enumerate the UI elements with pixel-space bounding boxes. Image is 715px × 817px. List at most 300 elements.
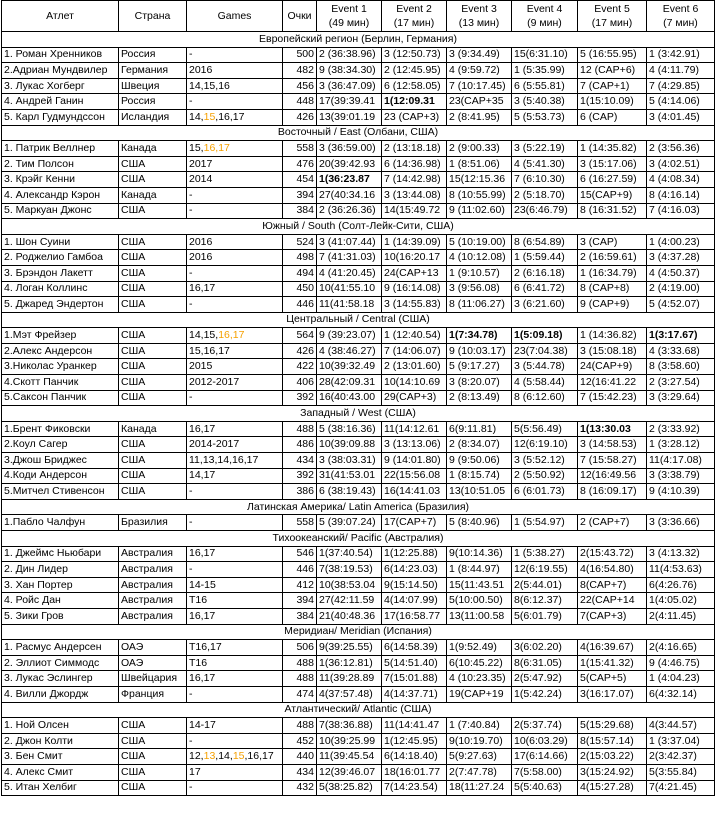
- athlete-games: 2016: [187, 63, 283, 79]
- event-5-result: 8(15:57.14): [578, 733, 647, 749]
- event-1-result: 7 (41:31.03): [317, 250, 382, 266]
- athlete-name: 2. Роджелио Гамбоа: [2, 250, 119, 266]
- event-2-result: 3 (12:50.73): [382, 47, 447, 63]
- event-4-result: 3 (5:44.78): [512, 359, 578, 375]
- athlete-name: 3. Хан Портер: [2, 577, 119, 593]
- table-body: [2, 32, 715, 796]
- event-4-result: 3 (5:52.12): [512, 453, 578, 469]
- event-6-result: 4 (4:50.37): [647, 265, 715, 281]
- event-6-result: 4(3:44.57): [647, 718, 715, 734]
- event-5-result: 2(15:03.22): [578, 749, 647, 765]
- column-header-country: Страна: [119, 1, 187, 32]
- athlete-games: 2016: [187, 234, 283, 250]
- athlete-row: [2, 686, 715, 702]
- event-5-result: 4(16:39.67): [578, 640, 647, 656]
- event-5-result: 8 (CAP+8): [578, 281, 647, 297]
- athlete-points: 432: [283, 780, 317, 796]
- games-part: 14,: [189, 110, 204, 123]
- event-2-result: 3 (14:55.83): [382, 297, 447, 313]
- athlete-points: 456: [283, 78, 317, 94]
- event-5-result: 5(CAP+5): [578, 671, 647, 687]
- athlete-row: [2, 546, 715, 562]
- athlete-country: Швеция: [119, 78, 187, 94]
- event-1-result: 10(41:55.10: [317, 281, 382, 297]
- event-6-result: 4 (3:33.68): [647, 343, 715, 359]
- athlete-games: 16,17: [187, 421, 283, 437]
- athlete-country: Канада: [119, 421, 187, 437]
- column-header-games: Games: [187, 1, 283, 32]
- athlete-points: 546: [283, 546, 317, 562]
- region-title: Южный / South (Солт-Лейк-Сити, США): [2, 219, 715, 235]
- athlete-country: США: [119, 749, 187, 765]
- athlete-country: США: [119, 359, 187, 375]
- athlete-games: T16: [187, 655, 283, 671]
- region-row: [2, 32, 715, 48]
- region-title: Центральный / Central (США): [2, 312, 715, 328]
- event-2-result: 2 (12:45.95): [382, 63, 447, 79]
- athlete-points: 488: [283, 671, 317, 687]
- athlete-games: 17: [187, 764, 283, 780]
- athlete-games: 2012-2017: [187, 375, 283, 391]
- athlete-games: 16,17: [187, 281, 283, 297]
- event-2-result: 4(14:37.71): [382, 686, 447, 702]
- event-3-result: 4 (10:23.35): [447, 671, 512, 687]
- athlete-games: -: [187, 515, 283, 531]
- event-6-result: 1 (4:04.23): [647, 671, 715, 687]
- athlete-row: [2, 718, 715, 734]
- event-2-result: 11(14:12.61: [382, 421, 447, 437]
- event-6-result: 5(3:55.84): [647, 764, 715, 780]
- event-2-result: 1(12:09.31: [382, 94, 447, 110]
- athlete-points: 488: [283, 421, 317, 437]
- event-4-result: 3 (6:21.60): [512, 297, 578, 313]
- athlete-row: [2, 468, 715, 484]
- athlete-row: [2, 484, 715, 500]
- athlete-points: 384: [283, 203, 317, 219]
- event-6-result: 2 (3:27.54): [647, 375, 715, 391]
- athlete-points: 486: [283, 437, 317, 453]
- athlete-name: 4. Александр Кэрон: [2, 187, 119, 203]
- event-2-result: 7 (14:06.07): [382, 343, 447, 359]
- athlete-games: 11,13,14,16,17: [187, 453, 283, 469]
- event-2-result: 17(CAP+7): [382, 515, 447, 531]
- event-5-result: 3(15:24.92): [578, 764, 647, 780]
- event-5-result: 12 (CAP+6): [578, 63, 647, 79]
- region-row: [2, 406, 715, 422]
- event-5-result: 3 (15:17.06): [578, 156, 647, 172]
- athlete-country: США: [119, 718, 187, 734]
- event-4-result: 5(5:56.49): [512, 421, 578, 437]
- event-2-result: 1(12:45.95): [382, 733, 447, 749]
- athlete-country: США: [119, 172, 187, 188]
- event-4-result: 2 (6:16.18): [512, 265, 578, 281]
- column-header-event-4: Event 4 (9 мин): [512, 1, 578, 32]
- athlete-country: США: [119, 265, 187, 281]
- athlete-games: [187, 328, 283, 344]
- athlete-row: [2, 593, 715, 609]
- event-3-result: 2 (8:41.95): [447, 109, 512, 125]
- athlete-games: [187, 749, 283, 765]
- athlete-games: -: [187, 390, 283, 406]
- event-2-result: 10(16:20.17: [382, 250, 447, 266]
- event-1-result: 5 (39:07.24): [317, 515, 382, 531]
- athlete-row: [2, 172, 715, 188]
- event-6-result: 7 (4:16.03): [647, 203, 715, 219]
- athlete-name: 1. Роман Хренников: [2, 47, 119, 63]
- event-5-result: 24(CAP+9): [578, 359, 647, 375]
- event-6-result: 2 (3:33.92): [647, 421, 715, 437]
- event-6-result: 3 (3:38.79): [647, 468, 715, 484]
- event-1-result: 6 (38:19.43): [317, 484, 382, 500]
- athlete-games: -: [187, 733, 283, 749]
- event-5-result: 3 (14:58.53): [578, 437, 647, 453]
- event-1-result: 17(39:39.41: [317, 94, 382, 110]
- athlete-country: Исландия: [119, 109, 187, 125]
- event-5-result: 8 (16:09.17): [578, 484, 647, 500]
- event-3-result: 1 (9:10.57): [447, 265, 512, 281]
- event-2-result: 16(14:41.03: [382, 484, 447, 500]
- event-1-result: 4 (41:20.45): [317, 265, 382, 281]
- athlete-row: [2, 421, 715, 437]
- athlete-points: 488: [283, 718, 317, 734]
- athlete-name: 2. Джон Колти: [2, 733, 119, 749]
- athlete-name: 2. Тим Полсон: [2, 156, 119, 172]
- event-6-result: 6(4:26.76): [647, 577, 715, 593]
- athlete-name: 4. Андрей Ганин: [2, 94, 119, 110]
- event-5-result: 7 (CAP+1): [578, 78, 647, 94]
- event-1-result: 3 (38:03.31): [317, 453, 382, 469]
- region-title: Тихоокеанский/ Pacific (Австралия): [2, 531, 715, 547]
- event-2-result: 9 (16:14.08): [382, 281, 447, 297]
- athlete-country: США: [119, 250, 187, 266]
- region-title: Атлантический/ Atlantic (США): [2, 702, 715, 718]
- event-4-result: 3(6:02.20): [512, 640, 578, 656]
- athlete-row: [2, 47, 715, 63]
- athlete-name: 1.Брент Фиковски: [2, 421, 119, 437]
- event-4-result: 4 (5:41.30): [512, 156, 578, 172]
- event-1-result: 10(38:53.04: [317, 577, 382, 593]
- athlete-country: США: [119, 281, 187, 297]
- athlete-name: 4.Коди Андерсон: [2, 468, 119, 484]
- event-5-result: 4(15:27.28): [578, 780, 647, 796]
- event-6-result: 6(4:32.14): [647, 686, 715, 702]
- athlete-games: 14,17: [187, 468, 283, 484]
- event-5-result: 6 (CAP): [578, 109, 647, 125]
- event-1-result: 28(42:09.31: [317, 375, 382, 391]
- regionals-results-table: [1, 0, 715, 796]
- athlete-games: -: [187, 203, 283, 219]
- event-2-result: 9 (14:01.80): [382, 453, 447, 469]
- event-6-result: 3 (3:36.66): [647, 515, 715, 531]
- athlete-games: T16: [187, 593, 283, 609]
- event-1-result: 9 (39:23.07): [317, 328, 382, 344]
- athlete-row: [2, 640, 715, 656]
- event-6-result: 3 (4:01.45): [647, 109, 715, 125]
- event-3-result: 8 (11:06.27): [447, 297, 512, 313]
- athlete-name: 4.Скотт Панчик: [2, 375, 119, 391]
- event-3-result: 1(9:52.49): [447, 640, 512, 656]
- athlete-games: -: [187, 686, 283, 702]
- event-2-result: 6(14:18.40): [382, 749, 447, 765]
- event-3-result: 1 (8:51.06): [447, 156, 512, 172]
- athlete-row: [2, 764, 715, 780]
- athlete-points: 474: [283, 686, 317, 702]
- region-title: Меридиан/ Meridian (Испания): [2, 624, 715, 640]
- athlete-country: Канада: [119, 187, 187, 203]
- event-4-result: 17(6:14.66): [512, 749, 578, 765]
- event-4-result: 2 (5:18.70): [512, 187, 578, 203]
- event-1-result: 11(39:45.54: [317, 749, 382, 765]
- region-row: [2, 702, 715, 718]
- athlete-country: США: [119, 343, 187, 359]
- event-1-result: 7(38:19.53): [317, 562, 382, 578]
- athlete-name: 2.Коул Сагер: [2, 437, 119, 453]
- event-4-result: 1(5:42.24): [512, 686, 578, 702]
- event-6-result: 3 (4:13.32): [647, 546, 715, 562]
- athlete-points: 426: [283, 343, 317, 359]
- event-6-result: 4 (4:11.79): [647, 63, 715, 79]
- event-4-result: 4 (5:58.44): [512, 375, 578, 391]
- event-5-result: 8(CAP+7): [578, 577, 647, 593]
- athlete-row: [2, 328, 715, 344]
- athlete-name: 4. Ройс Дан: [2, 593, 119, 609]
- event-4-result: 2(5:37.74): [512, 718, 578, 734]
- athlete-name: 3.Николас Уранкер: [2, 359, 119, 375]
- athlete-points: 422: [283, 359, 317, 375]
- athlete-games: 16,17: [187, 608, 283, 624]
- event-2-result: 9(15:14.50): [382, 577, 447, 593]
- athlete-name: 5. Карл Гудмундссон: [2, 109, 119, 125]
- event-2-result: 6(14:23.03): [382, 562, 447, 578]
- event-4-result: 7 (6:10.30): [512, 172, 578, 188]
- event-2-result: 14(15:49.72: [382, 203, 447, 219]
- event-4-result: 7(5:58.00): [512, 764, 578, 780]
- athlete-name: 3.Джош Бриджес: [2, 453, 119, 469]
- event-1-result: 13(39:01.19: [317, 109, 382, 125]
- athlete-country: США: [119, 468, 187, 484]
- event-2-result: 1 (14:39.09): [382, 234, 447, 250]
- event-1-result: 20(39:42.93: [317, 156, 382, 172]
- athlete-games: -: [187, 47, 283, 63]
- athlete-country: Австралия: [119, 546, 187, 562]
- event-5-result: 3(16:17.07): [578, 686, 647, 702]
- athlete-points: 394: [283, 593, 317, 609]
- athlete-games: 2016: [187, 250, 283, 266]
- games-highlight: 15: [203, 110, 216, 123]
- event-1-result: 11(41:58.18: [317, 297, 382, 313]
- athlete-row: [2, 63, 715, 79]
- region-row: [2, 312, 715, 328]
- event-2-result: 10(14:10.69: [382, 375, 447, 391]
- event-3-result: 4 (9:59.72): [447, 63, 512, 79]
- event-5-result: 4(16:54.80): [578, 562, 647, 578]
- event-6-result: 4 (4:08.34): [647, 172, 715, 188]
- games-part: 14,15,: [189, 329, 219, 342]
- event-2-result: 2 (13:01.60): [382, 359, 447, 375]
- event-6-result: 8 (4:16.14): [647, 187, 715, 203]
- event-1-result: 3 (41:07.44): [317, 234, 382, 250]
- event-4-result: 6 (6:41.72): [512, 281, 578, 297]
- event-3-result: 3 (9:56.08): [447, 281, 512, 297]
- athlete-row: [2, 577, 715, 593]
- athlete-games: -: [187, 484, 283, 500]
- athlete-points: 426: [283, 109, 317, 125]
- athlete-country: ОАЭ: [119, 640, 187, 656]
- event-2-result: 6(14:58.39): [382, 640, 447, 656]
- event-4-result: 3 (5:40.38): [512, 94, 578, 110]
- event-1-result: 5(38:25.82): [317, 780, 382, 796]
- athlete-name: 2.Алекс Андерсон: [2, 343, 119, 359]
- region-row: [2, 499, 715, 515]
- athlete-name: 1. Расмус Андерсен: [2, 640, 119, 656]
- athlete-country: Швейцария: [119, 671, 187, 687]
- event-2-result: 6 (14:36.98): [382, 156, 447, 172]
- event-4-result: 1 (5:35.99): [512, 63, 578, 79]
- games-part: ,14,: [215, 750, 233, 763]
- event-1-result: 1(36:23.87: [317, 172, 382, 188]
- athlete-name: 1.Мэт Фрейзер: [2, 328, 119, 344]
- athlete-name: 1. Джеймс Ньюбари: [2, 546, 119, 562]
- athlete-row: [2, 234, 715, 250]
- event-4-result: 5 (5:53.73): [512, 109, 578, 125]
- athlete-row: [2, 562, 715, 578]
- athlete-row: [2, 156, 715, 172]
- event-6-result: 2 (4:19.00): [647, 281, 715, 297]
- athlete-country: Бразилия: [119, 515, 187, 531]
- athlete-games: 16,17: [187, 546, 283, 562]
- event-5-result: 12(16:49.56: [578, 468, 647, 484]
- event-2-result: 24(CAP+13: [382, 265, 447, 281]
- athlete-name: 4. Вилли Джордж: [2, 686, 119, 702]
- games-part: 12,: [189, 750, 204, 763]
- athlete-points: 500: [283, 47, 317, 63]
- athlete-name: 5. Маркуан Джонс: [2, 203, 119, 219]
- athlete-country: Австралия: [119, 562, 187, 578]
- event-5-result: 8 (16:31.52): [578, 203, 647, 219]
- event-5-result: 1(13:30.03: [578, 421, 647, 437]
- athlete-games: [187, 141, 283, 157]
- athlete-country: США: [119, 328, 187, 344]
- athlete-games: T16,17: [187, 640, 283, 656]
- event-2-result: 4(14:07.99): [382, 593, 447, 609]
- event-1-result: 21(40:48.36: [317, 608, 382, 624]
- athlete-row: [2, 359, 715, 375]
- event-1-result: 4(37:57.48): [317, 686, 382, 702]
- event-2-result: 7 (14:42.98): [382, 172, 447, 188]
- event-3-result: 2 (8:34.07): [447, 437, 512, 453]
- event-4-result: 8 (6:54.89): [512, 234, 578, 250]
- event-2-result: 29(CAP+3): [382, 390, 447, 406]
- athlete-country: Россия: [119, 47, 187, 63]
- event-1-result: 7(38:36.88): [317, 718, 382, 734]
- event-3-result: 7 (10:17.45): [447, 78, 512, 94]
- table-header: [2, 1, 715, 32]
- region-title: Латинская Америка/ Latin America (Бразилия): [2, 499, 715, 515]
- region-title: Европейский регион (Берлин, Германия): [2, 32, 715, 48]
- event-4-result: 12(6:19.55): [512, 562, 578, 578]
- athlete-row: [2, 281, 715, 297]
- event-3-result: 5(9:27.63): [447, 749, 512, 765]
- athlete-name: 3. Брэндон Лакетт: [2, 265, 119, 281]
- event-2-result: 1(12:25.88): [382, 546, 447, 562]
- athlete-row: [2, 109, 715, 125]
- event-1-result: 16(40:43.00: [317, 390, 382, 406]
- event-5-result: 1(15:10.09): [578, 94, 647, 110]
- column-header-event-1: Event 1 (49 мин): [317, 1, 382, 32]
- event-6-result: 1(4:05.02): [647, 593, 715, 609]
- athlete-games: 14,15,16: [187, 78, 283, 94]
- event-6-result: 7 (4:29.85): [647, 78, 715, 94]
- athlete-row: [2, 375, 715, 391]
- event-2-result: 18(16:01.77: [382, 764, 447, 780]
- event-6-result: 2(4:16.65): [647, 640, 715, 656]
- athlete-points: 494: [283, 265, 317, 281]
- column-header-event-2: Event 2 (17 мин): [382, 1, 447, 32]
- event-3-result: 2 (8:13.49): [447, 390, 512, 406]
- athlete-country: Канада: [119, 141, 187, 157]
- event-1-result: 10(39:09.88: [317, 437, 382, 453]
- event-4-result: 5(6:01.79): [512, 608, 578, 624]
- event-6-result: 5 (4:14.06): [647, 94, 715, 110]
- games-highlight: 13: [203, 750, 216, 763]
- athlete-row: [2, 265, 715, 281]
- athlete-name: 1.Пабло Чалфун: [2, 515, 119, 531]
- athlete-row: [2, 141, 715, 157]
- header-row: [2, 1, 715, 32]
- athlete-games: -: [187, 187, 283, 203]
- event-2-result: 17(16:58.77: [382, 608, 447, 624]
- athlete-country: США: [119, 375, 187, 391]
- athlete-name: 5. Итан Хелбиг: [2, 780, 119, 796]
- event-5-result: 3 (15:08.18): [578, 343, 647, 359]
- athlete-country: Франция: [119, 686, 187, 702]
- event-4-result: 8(6:12.37): [512, 593, 578, 609]
- event-1-result: 27(40:34.16: [317, 187, 382, 203]
- event-2-result: 3 (13:44.08): [382, 187, 447, 203]
- athlete-points: 434: [283, 453, 317, 469]
- athlete-points: 558: [283, 515, 317, 531]
- athlete-points: 558: [283, 141, 317, 157]
- event-6-result: 1 (3:37.04): [647, 733, 715, 749]
- event-5-result: 7 (15:42.23): [578, 390, 647, 406]
- event-2-result: 7(15:01.88): [382, 671, 447, 687]
- athlete-name: 4. Логан Коллинс: [2, 281, 119, 297]
- athlete-games: 2014: [187, 172, 283, 188]
- event-6-result: 1 (4:00.23): [647, 234, 715, 250]
- athlete-country: США: [119, 156, 187, 172]
- column-header-points: Очки: [283, 1, 317, 32]
- athlete-games: -: [187, 265, 283, 281]
- athlete-row: [2, 78, 715, 94]
- region-row: [2, 624, 715, 640]
- athlete-country: Австралия: [119, 608, 187, 624]
- event-3-result: 3 (8:20.07): [447, 375, 512, 391]
- event-4-result: 2 (5:50.92): [512, 468, 578, 484]
- event-5-result: 1(15:41.32): [578, 655, 647, 671]
- region-row: [2, 125, 715, 141]
- athlete-points: 446: [283, 562, 317, 578]
- event-6-result: 11(4:53.63): [647, 562, 715, 578]
- event-1-result: 9 (38:34.30): [317, 63, 382, 79]
- event-3-result: 8 (10:55.99): [447, 187, 512, 203]
- event-1-result: 12(39:46.07: [317, 764, 382, 780]
- games-highlight: 16,17: [218, 329, 245, 342]
- athlete-points: 564: [283, 328, 317, 344]
- athlete-name: 1. Ной Олсен: [2, 718, 119, 734]
- event-2-result: 1 (12:40.54): [382, 328, 447, 344]
- event-4-result: 8(6:31.05): [512, 655, 578, 671]
- event-6-result: 1 (3:28.12): [647, 437, 715, 453]
